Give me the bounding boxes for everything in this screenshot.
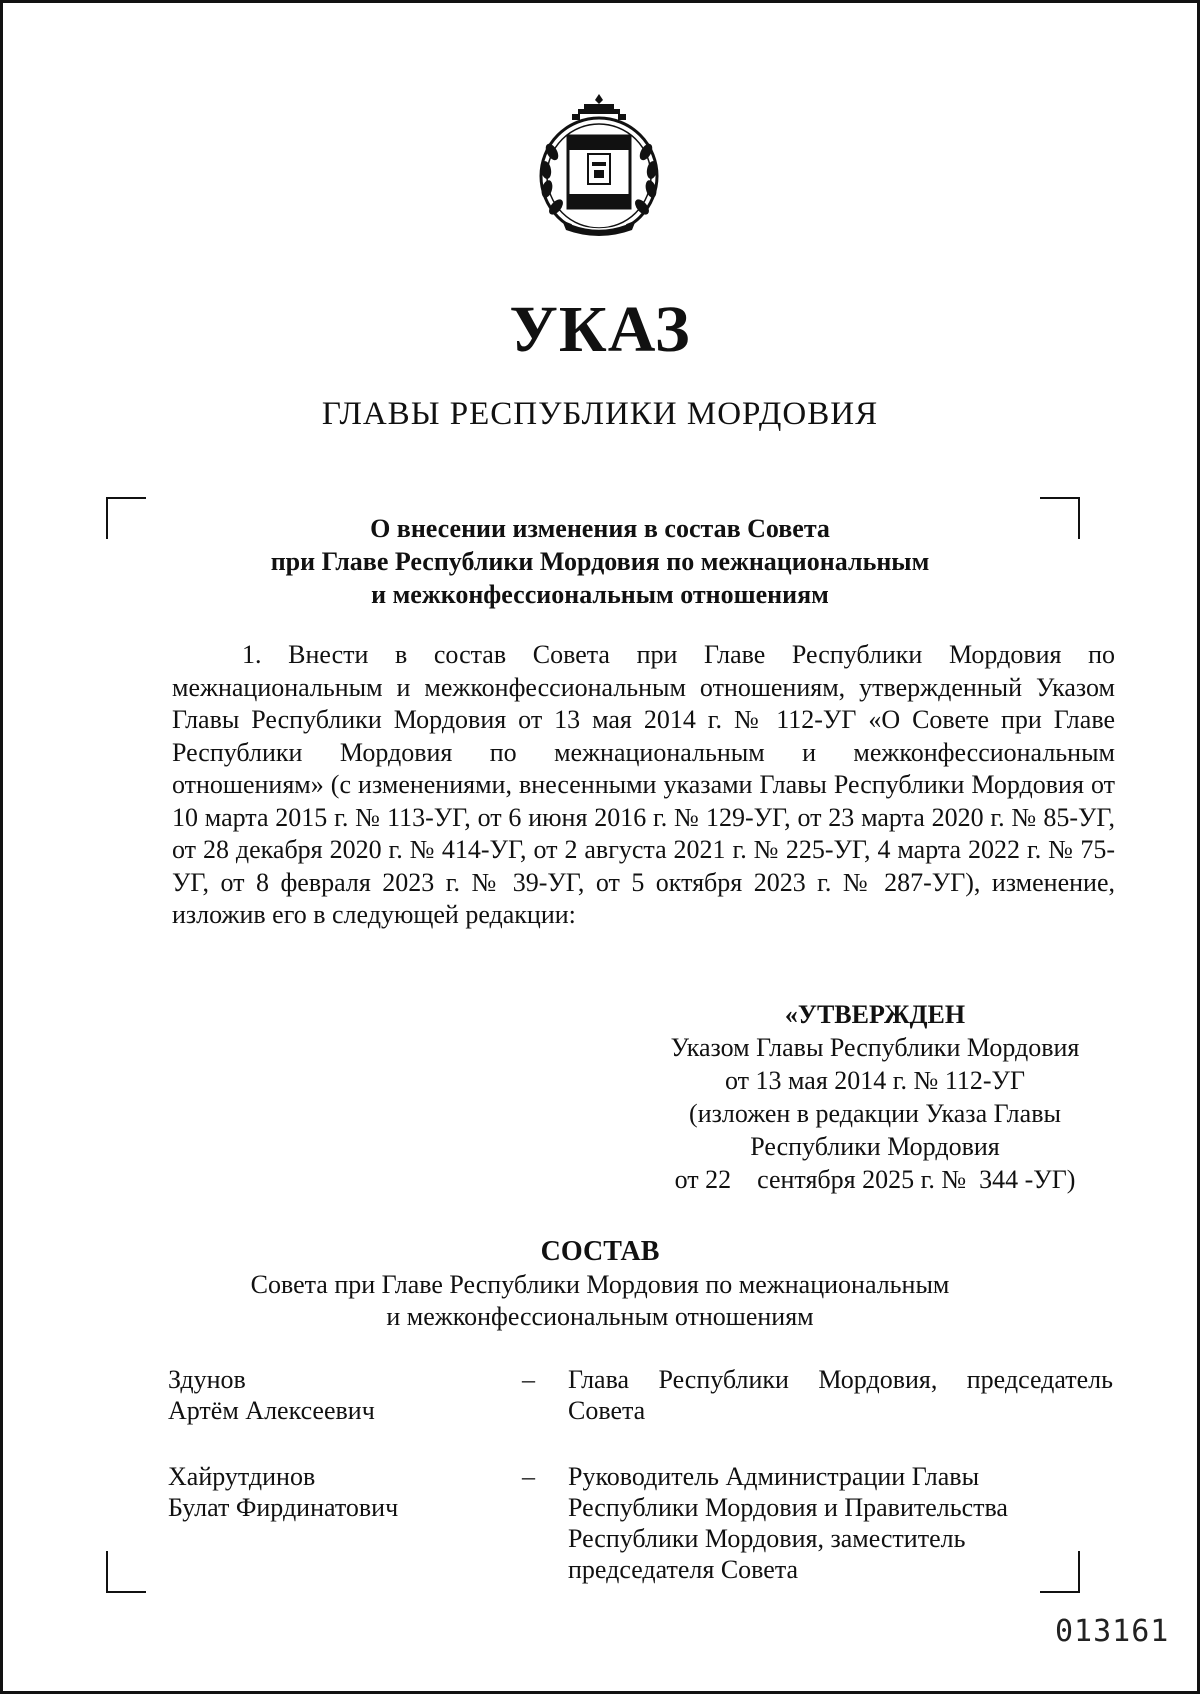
subject-line: при Главе Республики Мордовия по межнациональным xyxy=(270,547,930,576)
composition-title: СОСТАВ xyxy=(540,1236,660,1267)
member-surname: Хайрутдинов xyxy=(168,1462,316,1491)
document-issuer: ГЛАВЫ РЕСПУБЛИКИ МОРДОВИЯ xyxy=(321,396,879,432)
approval-line: от 13 мая 2014 г. № 112-УГ xyxy=(725,1066,1025,1095)
subject-line: и межконфессиональным отношениям xyxy=(371,580,829,609)
subject-line: О внесении изменения в состав Совета xyxy=(370,514,830,543)
composition-subtitle xyxy=(200,1269,1000,1333)
composition-subtitle-line: Совета при Главе Республики Мордовия по межнациональным xyxy=(250,1270,950,1299)
approval-line: от 22 сентября 2025 г. № 344 -УГ) xyxy=(674,1165,1076,1194)
serial-number: 013161 xyxy=(1055,1614,1170,1649)
member-dash: – xyxy=(522,1365,535,1394)
approval-line: Указом Главы Республики Мордовия xyxy=(670,1033,1080,1062)
composition-subtitle-line: и межконфессиональным отношениям xyxy=(386,1302,814,1331)
corner-mark-bottom-left xyxy=(106,1551,146,1593)
approval-line: (изложен в редакции Указа Главы xyxy=(689,1099,1061,1128)
member-dash: – xyxy=(522,1462,535,1491)
document-subject xyxy=(140,512,1060,611)
scan-edge-top xyxy=(0,0,1200,3)
member-given-name: Булат Фирдинатович xyxy=(168,1493,399,1522)
coat-of-arms-icon xyxy=(532,92,666,242)
body-paragraph: 1. Внести в состав Совета при Главе Республики Мордовия по межнациональным и межконфессиональным отношениям, утвержденный Указом Главы Республики Мордовия от 13 мая 2014 г. № 112-УГ «О Совете при Главе Республики Мордовия по межнациональным и межконфессиональным отношениям» (с изменениями, внесенными указами Главы Республики Мордовия от 10 марта 2015 г. № 113-УГ, от 6 июня 2016 г. № 129-УГ, от 23 марта 2020 г. № 85-УГ, от 28 декабря 2020 г. № 414-УГ, от 2 августа 2021 г. № 225-УГ, 4 марта 2022 г. № 75-УГ, от 8 февраля 2023 г. № 39-УГ, от 5 октября 2023 г. № 287-УГ), изменение, изложив его в следующей редакции: xyxy=(172,640,1115,929)
member-role: Руководитель Администрации Главы Республики Мордовия и Правительства Республики Мордовия, заместитель председателя Совета xyxy=(568,1462,1008,1584)
approval-heading: «УТВЕРЖДЕН xyxy=(784,1000,966,1029)
member-name xyxy=(168,1364,498,1426)
approval-block xyxy=(640,998,1110,1196)
member-name xyxy=(168,1461,498,1523)
member-role: Глава Республики Мордовия, председатель Совета xyxy=(568,1365,1113,1425)
approval-line: Республики Мордовия xyxy=(750,1132,1000,1161)
document-type-title: УКАЗ xyxy=(509,293,691,366)
scan-edge-left xyxy=(0,0,3,1694)
member-surname: Здунов xyxy=(168,1365,246,1394)
member-given-name: Артём Алексеевич xyxy=(168,1396,375,1425)
